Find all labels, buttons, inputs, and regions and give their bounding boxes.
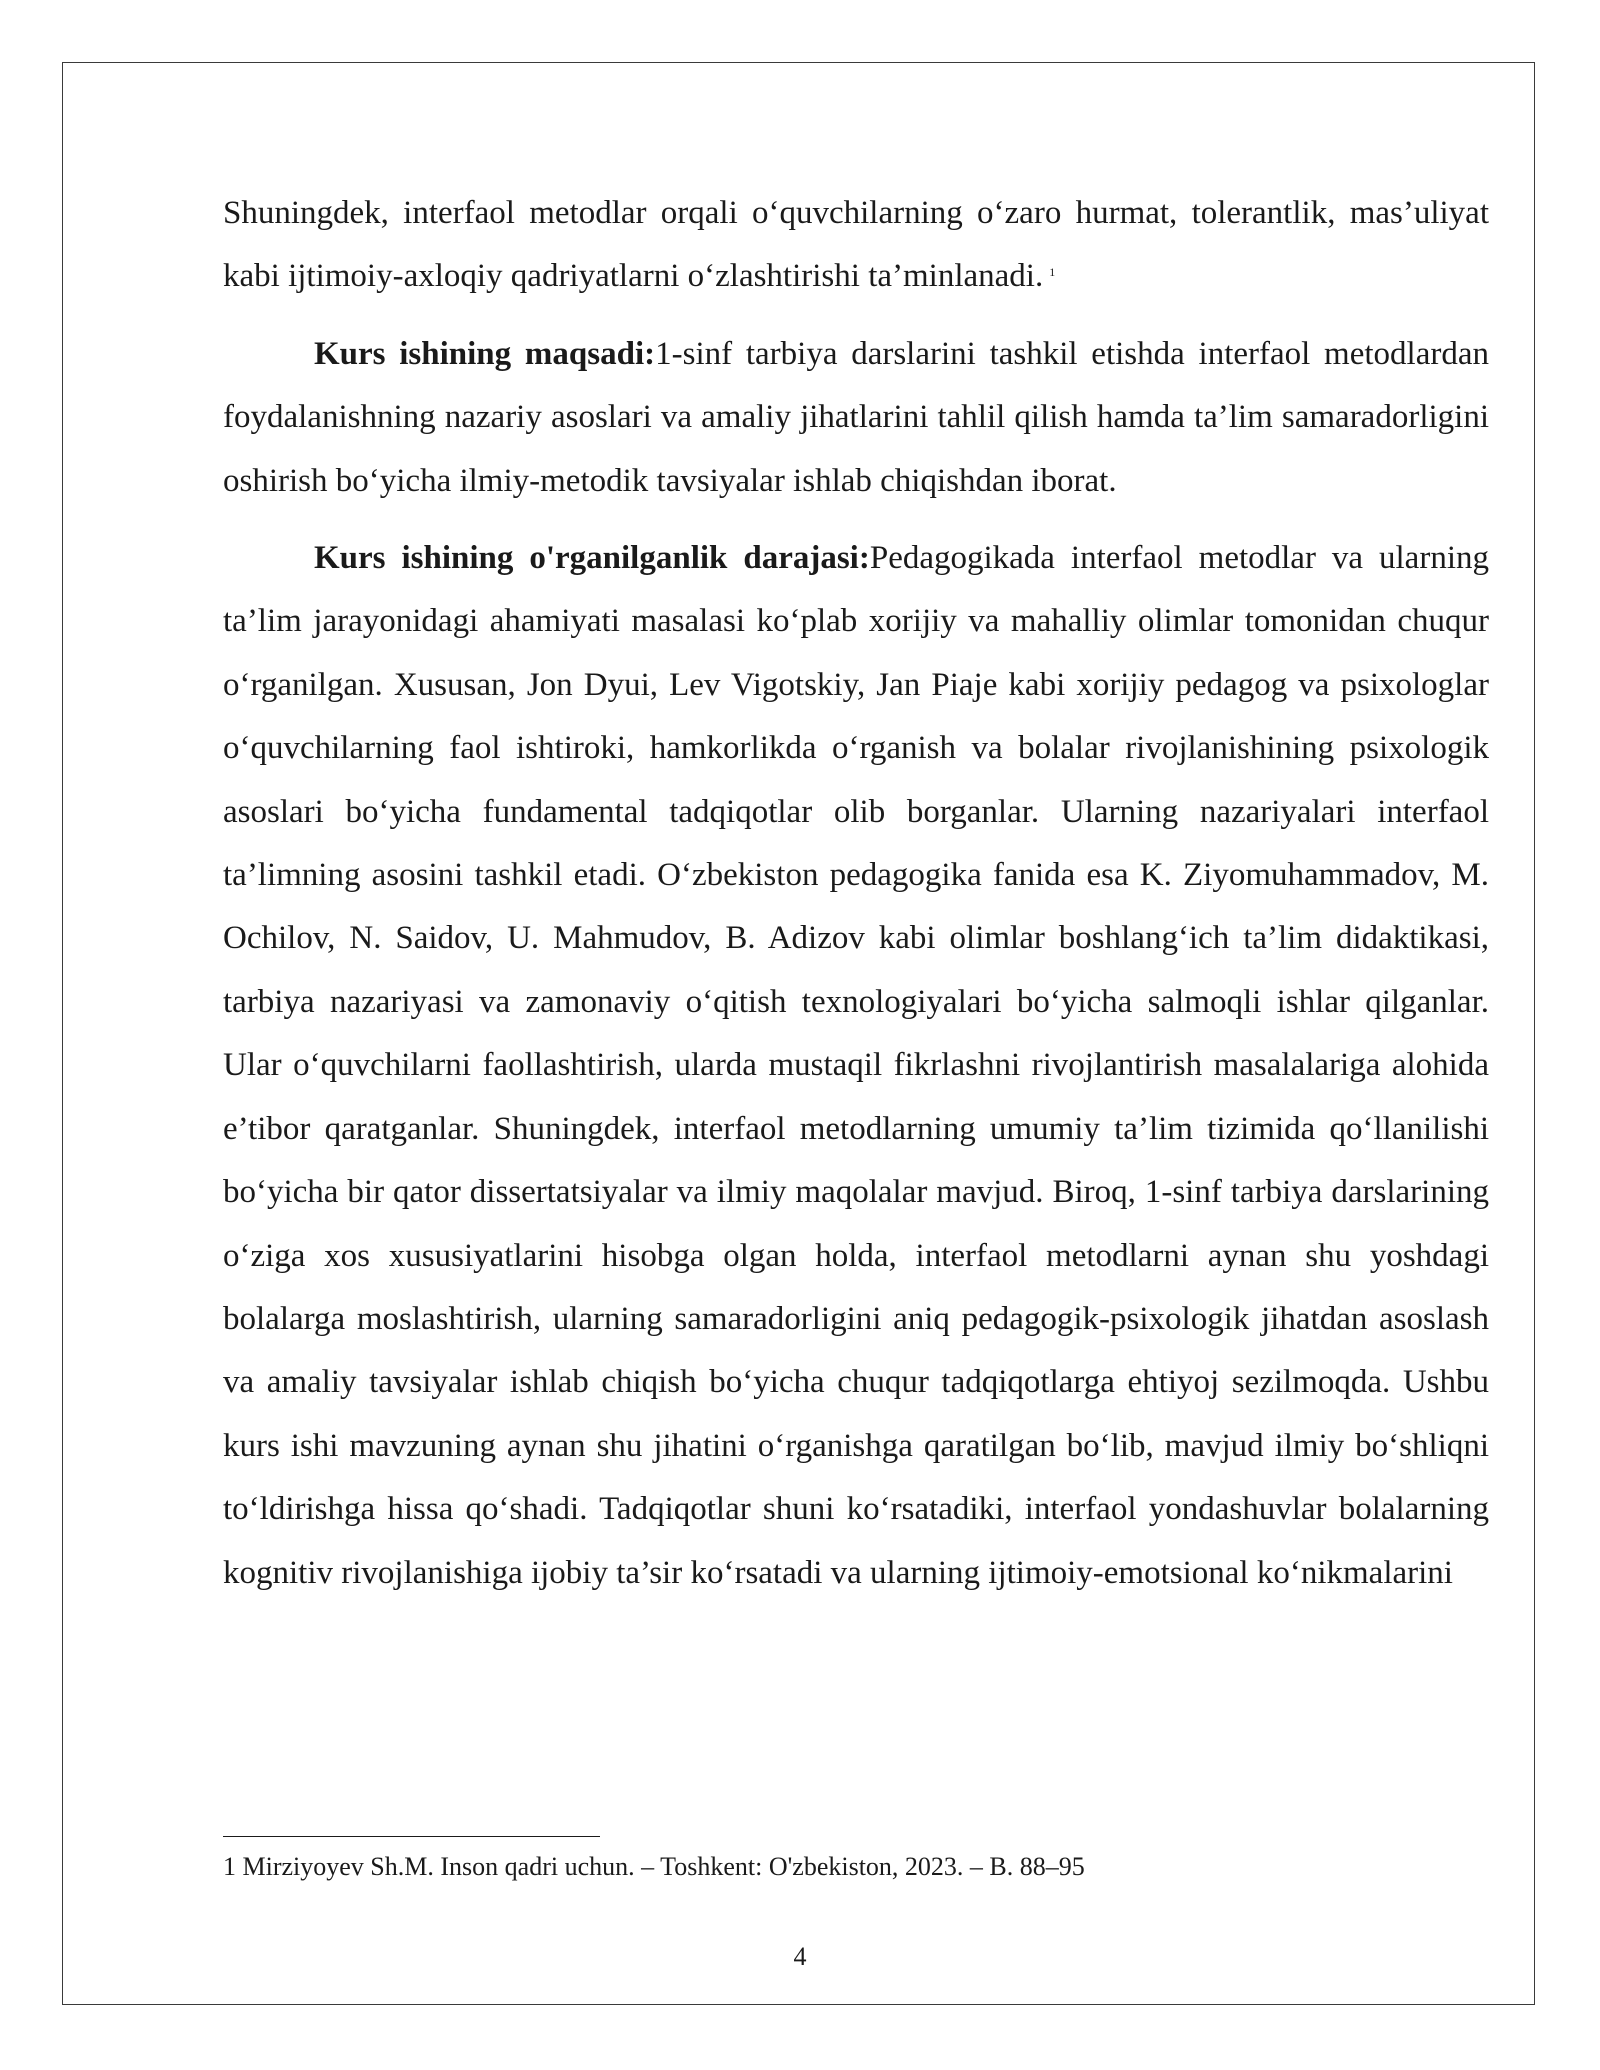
paragraph-intro: [223, 182, 1489, 309]
study-level-text: Pedagogikada interfaol metodlar va ularning ta’lim jarayonidagi ahamiyati masalasi ko‘plab xorijiy va mahalliy olimlar tomonidan chuqur o‘rganilgan. Xususan, Jon Dyui, Lev Vigotskiy, Jan Piaje kabi xorijiy pedagog va psixologlar o‘quvchilarning faol ishtiroki, hamkorlikda o‘rganish va bolalar rivojlanishining psixologik asoslari bo‘yicha fundamental tadqiqotlar olib borganlar. Ularning nazariyalari interfaol ta’limning asosini tashkil etadi. O‘zbekiston pedagogika fanida esa K. Ziyomuhammadov, M. Ochilov, N. Saidov, U. Mahmudov, B. Adizov kabi olimlar boshlang‘ich ta’lim didaktikasi, tarbiya nazariyasi va zamonaviy o‘qitish texnologiyalari bo‘yicha salmoqli ishlar qilganlar. Ular o‘quvchilarni faollashtirish, ularda mustaqil fikrlashni rivojlantirish masalalariga alohida e’tibor qaratganlar. Shuningdek, interfaol metodlarning umumiy ta’lim tizimida qo‘llanilishi bo‘yicha bir qator dissertatsiyalar va ilmiy maqolalar mavjud. Biroq, 1-sinf tarbiya darslarining o‘ziga xos xususiyatlarini hisobga olgan holda, interfaol metodlarni aynan shu yoshdagi bolalarga moslashtirish, ularning samaradorligini aniq pedagogik-psixologik jihatdan asoslash va amaliy tavsiyalar ishlab chiqish bo‘yicha chuqur tadqiqotlarga ehtiyoj sezilmoqda. Ushbu kurs ishi mavzuning aynan shu jihatini o‘rganishga qaratilgan bo‘lib, mavjud ilmiy bo‘shliqni to‘ldirishga hissa qo‘shadi. Tadqiqotlar shuni ko‘rsatadiki, interfaol yondashuvlar bolalarning kognitiv rivojlanishiga ijobiy ta’sir ko‘rsatadi va ularning ijtimoiy-emotsional ko‘nikmalarini: [223, 540, 1489, 1591]
footnote-text: Mirziyoyev Sh.M. Inson qadri uchun. – Toshkent: O'zbekiston, 2023. – B. 88–95: [242, 1852, 1085, 1881]
body-text: [223, 182, 1489, 1605]
footnote: [223, 1850, 1085, 1884]
footnote-number: 1: [223, 1852, 236, 1881]
goal-text: 1-sinf tarbiya darslarini tashkil etishda interfaol metodlardan foydalanishning nazariy asoslari va amaliy jihatlarini tahlil qilish hamda ta’lim samaradorligini oshirish bo‘yicha ilmiy-metodik tavsiyalar ishlab chiqishdan iborat.: [223, 335, 1489, 499]
footnote-separator: [223, 1836, 600, 1837]
paragraph-study-level: [223, 527, 1489, 1605]
study-level-heading: Kurs ishining o'rganilganlik darajasi:: [314, 540, 870, 577]
footnote-reference: 1: [1049, 265, 1056, 280]
page-number: 4: [793, 1942, 807, 1971]
paragraph-intro-text: Shuningdek, interfaol metodlar orqali o‘quvchilarning o‘zaro hurmat, tolerantlik, mas’uliyat kabi ijtimoiy-axloqiy qadriyatlarni o‘zlashtirishi ta’minlanadi.: [223, 195, 1489, 295]
paragraph-goal: [223, 323, 1489, 513]
goal-heading: Kurs ishining maqsadi:: [314, 335, 656, 372]
